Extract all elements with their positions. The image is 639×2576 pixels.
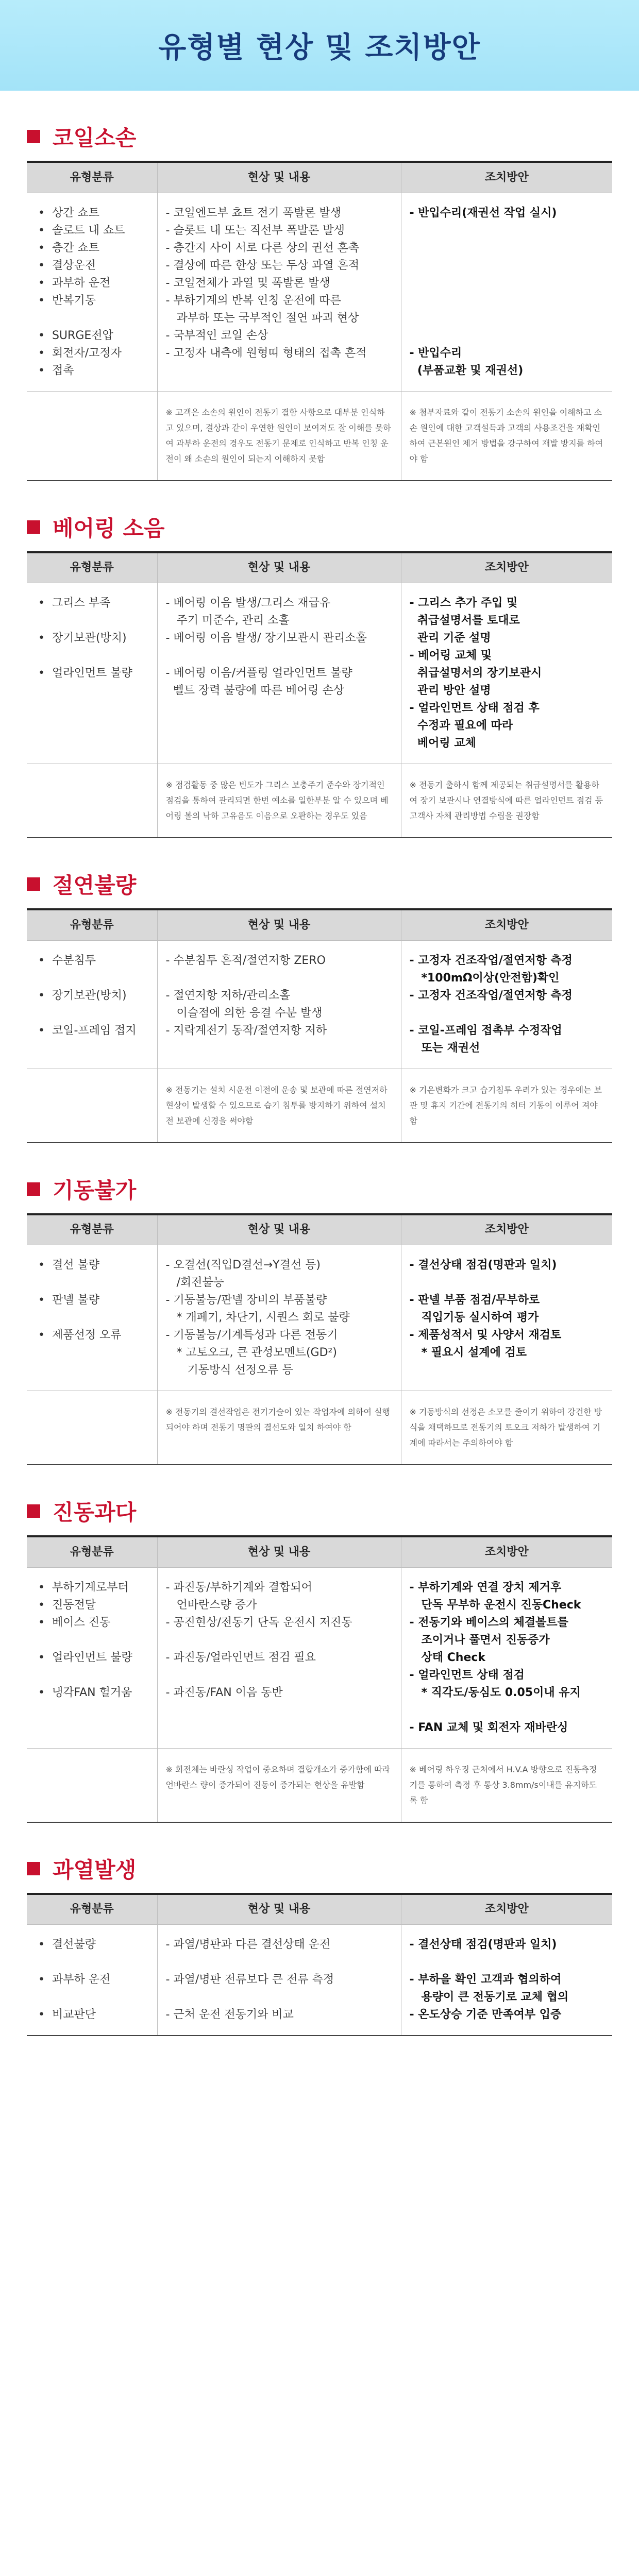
note-left: ※ 점검활동 중 많은 빈도가 그리스 보충주기 준수와 장기적인 점검을 통하여 관리되면 한번 예소를 일한부분 알 수 있으며 베어링 볼의 낙하 고유음도 이음으로 오판하는 경우도 있음 bbox=[157, 764, 401, 838]
cell-line: - 과진동/FAN 이음 동반 bbox=[165, 1686, 283, 1699]
section-5 bbox=[27, 1487, 612, 1823]
line-gap bbox=[166, 1632, 393, 1649]
line-gap bbox=[38, 1989, 149, 2006]
line-gap bbox=[38, 970, 149, 987]
cell-line: - 층간지 사이 서로 다른 상의 권선 혼촉 bbox=[165, 241, 360, 255]
cell-line: 취급설명서의 장기보관시 bbox=[409, 667, 542, 680]
cell-line: 조이거나 풀면서 진동증가 bbox=[409, 1633, 550, 1647]
section-2 bbox=[27, 503, 612, 839]
cell-line: - 코일전체가 과열 및 폭발론 발생 bbox=[165, 276, 330, 290]
cell-line: 주기 미준수, 관리 소홀 bbox=[165, 614, 290, 627]
section-3 bbox=[27, 860, 612, 1143]
table-header-row bbox=[27, 163, 612, 193]
cell-line: - 부하기계의 반복 인칭 운전에 따른 bbox=[165, 294, 341, 307]
line-gap bbox=[38, 647, 149, 665]
square-bullet-icon bbox=[27, 1504, 40, 1518]
cell-line: - FAN 교체 및 회전자 재바란싱 bbox=[409, 1721, 568, 1734]
cell-line: *100mΩ이상(안전함)확인 bbox=[409, 971, 560, 985]
note-row bbox=[27, 1069, 612, 1143]
symptom-cell bbox=[157, 1567, 401, 1748]
symptom-table bbox=[27, 1895, 612, 2037]
type-cell bbox=[27, 583, 157, 764]
square-bullet-icon bbox=[27, 520, 40, 534]
header-symptom: 현상 및 내용 bbox=[157, 163, 401, 193]
cell-line: • 코일-프레임 접지 bbox=[38, 1024, 137, 1037]
cell-line: • 회전자/고정자 bbox=[38, 346, 122, 360]
cell-line: (부품교환 및 재권선) bbox=[409, 364, 524, 377]
type-cell bbox=[27, 940, 157, 1069]
line-gap bbox=[166, 1989, 393, 2006]
page-banner bbox=[0, 0, 639, 91]
cell-line: - 부하기계와 연결 장치 제거후 bbox=[409, 1581, 562, 1594]
header-type: 유형분류 bbox=[27, 910, 157, 940]
line-gap bbox=[38, 700, 149, 717]
cell-line: - 결선상태 점검(명판과 일치) bbox=[409, 1259, 557, 1272]
line-gap bbox=[166, 1954, 393, 1971]
square-bullet-icon bbox=[27, 877, 40, 891]
symptom-table bbox=[27, 1215, 612, 1466]
header-action: 조치방안 bbox=[401, 1895, 612, 1925]
cell-line: - 코일엔드부 쵸트 전기 폭발론 발생 bbox=[165, 206, 341, 219]
line-gap bbox=[38, 682, 149, 700]
line-gap bbox=[410, 1702, 604, 1719]
line-gap bbox=[410, 222, 604, 240]
type-cell bbox=[27, 193, 157, 391]
line-gap bbox=[166, 700, 393, 717]
cell-line: 취급설명서를 토대로 bbox=[409, 614, 520, 627]
section-1 bbox=[27, 112, 612, 481]
cell-line: • 제품선정 오류 bbox=[38, 1329, 122, 1342]
cell-line: • 얼라인먼트 불량 bbox=[38, 1651, 132, 1664]
sections-container bbox=[0, 112, 639, 2036]
line-gap bbox=[410, 240, 604, 257]
cell-line: • 접촉 bbox=[38, 364, 74, 377]
cell-line: • 판넬 불량 bbox=[38, 1294, 99, 1307]
line-gap bbox=[410, 1274, 604, 1292]
section-title: 코일소손 bbox=[53, 125, 137, 150]
cell-line: - 얼라인먼트 상태 점검 bbox=[409, 1668, 525, 1682]
action-cell bbox=[401, 1925, 612, 2036]
line-gap bbox=[38, 1274, 149, 1292]
header-type: 유형분류 bbox=[27, 1895, 157, 1925]
section-heading bbox=[27, 503, 612, 551]
cell-line: • 반복기동 bbox=[38, 294, 96, 307]
section-heading bbox=[27, 112, 612, 161]
type-cell bbox=[27, 1245, 157, 1391]
line-gap bbox=[410, 275, 604, 292]
line-gap bbox=[38, 310, 149, 327]
header-type: 유형분류 bbox=[27, 553, 157, 583]
note-right: ※ 기동방식의 선정은 소모를 줄이기 위하여 강건한 방식을 채택하므로 전동기의 토오크 저하가 발생하여 기계에 따라서는 주의하여야 함 bbox=[401, 1391, 612, 1465]
cell-line: • 결선불량 bbox=[38, 1938, 96, 1951]
cell-line: • 베이스 진동 bbox=[38, 1616, 111, 1629]
section-heading bbox=[27, 1487, 612, 1535]
line-gap bbox=[166, 647, 393, 665]
symptom-cell bbox=[157, 193, 401, 391]
cell-line: - 코일-프레임 접촉부 수정작업 bbox=[409, 1024, 562, 1037]
note-row bbox=[27, 1391, 612, 1465]
line-gap bbox=[166, 362, 393, 380]
cell-line: - 제품성적서 및 사양서 재검토 bbox=[409, 1329, 562, 1342]
line-gap bbox=[410, 257, 604, 275]
cell-line: - 공진현상/전동기 단독 운전시 저진동 bbox=[165, 1616, 352, 1629]
note-right: ※ 베어링 하우징 근처에서 H.V.A 방향으로 진동측정기를 통하여 측정 후 통상 3.8mm/s이내를 유지하도록 함 bbox=[401, 1748, 612, 1822]
cell-line: • 얼라인먼트 불량 bbox=[38, 667, 132, 680]
cell-line: • 장기보관(방치) bbox=[38, 632, 127, 645]
cell-line: 관리 방안 설명 bbox=[409, 684, 491, 697]
line-gap bbox=[38, 1632, 149, 1649]
square-bullet-icon bbox=[27, 130, 40, 143]
header-symptom: 현상 및 내용 bbox=[157, 1537, 401, 1567]
cell-line: - 과진동/얼라인먼트 점검 필요 bbox=[165, 1651, 316, 1664]
note-right: ※ 첨부자료와 같이 전동기 소손의 원인을 이해하고 소손 원인에 대한 고객설득과 고객의 사용조건을 재확인하여 근본원인 제거 방법을 강구하여 재발 방지를 하여야 함 bbox=[401, 391, 612, 481]
section-title: 과열발생 bbox=[53, 1857, 137, 1883]
cell-line: 베어링 교체 bbox=[409, 737, 476, 750]
line-gap bbox=[166, 1667, 393, 1684]
cell-line: * 고토오크, 큰 관성모멘트(GD²) bbox=[165, 1346, 337, 1359]
table-header-row bbox=[27, 553, 612, 583]
symptom-table bbox=[27, 1537, 612, 1823]
section-heading bbox=[27, 1165, 612, 1213]
cell-line: • 냉각FAN 헐거움 bbox=[38, 1686, 132, 1699]
cell-line: 상태 Check bbox=[409, 1651, 486, 1664]
action-cell bbox=[401, 193, 612, 391]
header-symptom: 현상 및 내용 bbox=[157, 910, 401, 940]
line-gap bbox=[166, 970, 393, 987]
cell-line: - 고정자 건조작업/절연저항 측정 bbox=[409, 989, 573, 1002]
cell-line: - 지락계전기 동작/절연저항 저하 bbox=[165, 1024, 327, 1037]
header-action: 조치방안 bbox=[401, 163, 612, 193]
cell-line: • 결선 불량 bbox=[38, 1259, 99, 1272]
symptom-table bbox=[27, 910, 612, 1143]
cell-line: • 층간 쇼트 bbox=[38, 241, 99, 255]
section-title: 베어링 소음 bbox=[53, 515, 165, 541]
line-gap bbox=[38, 1344, 149, 1362]
note-row bbox=[27, 764, 612, 838]
cell-line: - 절연저항 저하/관리소홀 bbox=[165, 989, 291, 1002]
cell-line: - 결선상태 점검(명판과 일치) bbox=[409, 1938, 557, 1951]
note-left: ※ 전동기의 결선작업은 전기기술이 있는 작업자에 의하여 실행 되어야 하며 전동기 명판의 결선도와 일치 하여야 함 bbox=[157, 1391, 401, 1465]
table-row bbox=[27, 1245, 612, 1391]
note-right: ※ 기온변화가 크고 습기침투 우려가 있는 경우에는 보관 및 휴지 기간에 전동기의 히터 기동이 이루어 져야함 bbox=[401, 1069, 612, 1143]
cell-line: - 베어링 이음 발생/그리스 재급유 bbox=[165, 597, 331, 609]
section-heading bbox=[27, 860, 612, 908]
header-action: 조치방안 bbox=[401, 1215, 612, 1245]
note-empty-cell bbox=[27, 764, 157, 838]
cell-line: 기동방식 선정오류 등 bbox=[165, 1364, 293, 1377]
cell-line: * 직각도/동심도 0.05이내 유지 bbox=[409, 1686, 581, 1699]
action-cell bbox=[401, 583, 612, 764]
cell-line: • 진동전달 bbox=[38, 1598, 96, 1612]
cell-line: - 과열/명판과 다른 결선상태 운전 bbox=[165, 1938, 331, 1951]
cell-line: 직입기동 실시하여 평가 bbox=[409, 1311, 539, 1324]
note-empty-cell bbox=[27, 1069, 157, 1143]
note-row bbox=[27, 391, 612, 481]
page-title: 유형별 현상 및 조치방안 bbox=[158, 31, 481, 64]
cell-line: - 베어링 교체 및 bbox=[409, 649, 492, 662]
cell-line: • 결상운전 bbox=[38, 259, 96, 272]
cell-line: • 상간 쇼트 bbox=[38, 206, 99, 219]
cell-line: - 반입수리(재권선 작업 실시) bbox=[409, 206, 557, 219]
square-bullet-icon bbox=[27, 1182, 40, 1196]
action-cell bbox=[401, 1567, 612, 1748]
cell-line: 수정과 필요에 따라 bbox=[409, 719, 513, 732]
section-6 bbox=[27, 1844, 612, 2037]
cell-line: • 과부하 운전 bbox=[38, 276, 111, 290]
cell-line: 관리 기준 설명 bbox=[409, 632, 491, 645]
cell-line: - 과진동/부하기계와 결합되어 bbox=[165, 1581, 312, 1594]
section-title: 진동과다 bbox=[53, 1500, 137, 1525]
cell-line: • 과부하 운전 bbox=[38, 1973, 111, 1986]
note-right: ※ 전동기 출하시 함께 제공되는 취급설명서를 활용하여 장기 보관시나 연결방식에 따른 얼라인먼트 점검 등 고객사 자체 관리방법 수립을 권장함 bbox=[401, 764, 612, 838]
symptom-cell bbox=[157, 1245, 401, 1391]
header-symptom: 현상 및 내용 bbox=[157, 553, 401, 583]
cell-line: - 근처 운전 전동기와 비교 bbox=[165, 2008, 294, 2021]
cell-line: • 비교판단 bbox=[38, 2008, 96, 2021]
cell-line: - 국부적인 코일 손상 bbox=[165, 329, 268, 342]
cell-line: - 베어링 이음/커플링 얼라인먼트 불량 bbox=[165, 667, 352, 680]
cell-line: • 그리스 부족 bbox=[38, 597, 111, 609]
table-header-row bbox=[27, 1537, 612, 1567]
cell-line: 용량이 큰 전동기로 교체 협의 bbox=[409, 1991, 569, 2004]
note-left: ※ 회전체는 바란싱 작업이 중요하며 결합개소가 증가함에 따라 언바란스 량이 증가되어 진동이 증가되는 현상을 유발함 bbox=[157, 1748, 401, 1822]
cell-line: - 온도상승 기준 만족여부 입증 bbox=[409, 2008, 562, 2021]
line-gap bbox=[410, 292, 604, 310]
cell-line: - 얼라인먼트 상태 점검 후 bbox=[409, 702, 540, 715]
table-row bbox=[27, 940, 612, 1069]
cell-line: • 솔로트 내 쇼트 bbox=[38, 224, 125, 237]
header-action: 조치방안 bbox=[401, 910, 612, 940]
cell-line: 이슬점에 의한 응결 수분 발생 bbox=[165, 1006, 323, 1020]
table-header-row bbox=[27, 1215, 612, 1245]
cell-line: - 판넬 부품 점검/무부하로 bbox=[409, 1294, 540, 1307]
note-empty-cell bbox=[27, 1748, 157, 1822]
cell-line: * 필요시 설계에 검토 bbox=[409, 1346, 527, 1359]
cell-line: • 수분침투 bbox=[38, 954, 96, 967]
table-row bbox=[27, 1925, 612, 2036]
note-empty-cell bbox=[27, 391, 157, 481]
line-gap bbox=[38, 1667, 149, 1684]
table-row bbox=[27, 193, 612, 391]
line-gap bbox=[38, 612, 149, 630]
line-gap bbox=[38, 1954, 149, 1971]
cell-line: 벨트 장력 불량에 따른 베어링 손상 bbox=[165, 684, 344, 697]
header-action: 조치방안 bbox=[401, 1537, 612, 1567]
cell-line: - 오결선(직입D결선→Y결선 등) bbox=[165, 1259, 321, 1272]
symptom-table bbox=[27, 553, 612, 839]
section-title: 절연불량 bbox=[53, 873, 137, 898]
cell-line: • 부하기계로부터 bbox=[38, 1581, 129, 1594]
cell-line: - 수분침투 흔적/절연저항 ZERO bbox=[165, 954, 326, 967]
table-header-row bbox=[27, 910, 612, 940]
note-left: ※ 전동기는 설치 시운전 이전에 운송 및 보관에 따른 절연저하 현상이 발생할 수 있으므로 습기 침투를 방지하기 위하여 설치전 보관에 신경을 써야함 bbox=[157, 1069, 401, 1143]
type-cell bbox=[27, 1567, 157, 1748]
symptom-cell bbox=[157, 940, 401, 1069]
header-type: 유형분류 bbox=[27, 1537, 157, 1567]
cell-line: - 고정자 건조작업/절연저항 측정 bbox=[409, 954, 573, 967]
cell-line: - 결상에 따른 한상 또는 두상 과열 흔적 bbox=[165, 259, 360, 272]
cell-line: * 개폐기, 차단기, 시퀀스 회로 불량 bbox=[165, 1311, 350, 1324]
cell-line: - 기동불능/판넬 장비의 부품불량 bbox=[165, 1294, 327, 1307]
line-gap bbox=[410, 327, 604, 345]
section-4 bbox=[27, 1165, 612, 1466]
action-cell bbox=[401, 940, 612, 1069]
line-gap bbox=[410, 310, 604, 327]
header-type: 유형분류 bbox=[27, 1215, 157, 1245]
note-empty-cell bbox=[27, 1391, 157, 1465]
cell-line: - 반입수리 bbox=[409, 346, 462, 360]
line-gap bbox=[38, 1362, 149, 1379]
section-title: 기동불가 bbox=[53, 1177, 137, 1203]
cell-line: 또는 재권선 bbox=[409, 1041, 480, 1055]
table-row bbox=[27, 1567, 612, 1748]
cell-line: 언바란스량 증가 bbox=[165, 1598, 257, 1612]
action-cell bbox=[401, 1245, 612, 1391]
cell-line: 과부하 또는 국부적인 절연 파괴 현상 bbox=[165, 311, 359, 325]
symptom-table bbox=[27, 163, 612, 481]
cell-line: 단독 무부하 운전시 진동Check bbox=[409, 1598, 581, 1612]
line-gap bbox=[410, 1005, 604, 1022]
header-symptom: 현상 및 내용 bbox=[157, 1895, 401, 1925]
section-heading bbox=[27, 1844, 612, 1893]
type-cell bbox=[27, 1925, 157, 2036]
cell-line: - 과열/명판 전류보다 큰 전류 측정 bbox=[165, 1973, 334, 1986]
header-action: 조치방안 bbox=[401, 553, 612, 583]
note-left: ※ 고객은 소손의 원인이 전동기 결함 사항으로 대부분 인식하고 있으며, 결상과 같이 우연한 원인이 보여져도 잘 이해를 못하여 과부하 운전의 경우도 전동기 문제로 인식하고 반복 인칭 운전이 왜 소손의 원인이 되는지 이해하지 못함 bbox=[157, 391, 401, 481]
header-symptom: 현상 및 내용 bbox=[157, 1215, 401, 1245]
cell-line: - 슬롯트 내 또는 직선부 폭발론 발생 bbox=[165, 224, 345, 237]
line-gap bbox=[410, 1954, 604, 1971]
cell-line: - 고정자 내측에 원형띠 형태의 접촉 흔적 bbox=[165, 346, 367, 360]
cell-line: - 전동기와 베이스의 체결볼트를 bbox=[409, 1616, 568, 1629]
line-gap bbox=[410, 1362, 604, 1379]
cell-line: - 부하을 확인 고객과 협의하여 bbox=[409, 1973, 562, 1986]
cell-line: - 기동불능/기계특성과 다른 전동기 bbox=[165, 1329, 338, 1342]
note-row bbox=[27, 1748, 612, 1822]
cell-line: • 장기보관(방치) bbox=[38, 989, 127, 1002]
symptom-cell bbox=[157, 1925, 401, 2036]
square-bullet-icon bbox=[27, 1862, 40, 1875]
symptom-cell bbox=[157, 583, 401, 764]
cell-line: - 베어링 이음 발생/ 장기보관시 관리소홀 bbox=[165, 632, 367, 645]
cell-line: /회전불능 bbox=[165, 1276, 224, 1289]
cell-line: - 그리스 추가 주입 및 bbox=[409, 597, 518, 609]
line-gap bbox=[38, 1309, 149, 1327]
table-row bbox=[27, 583, 612, 764]
line-gap bbox=[38, 1005, 149, 1022]
table-header-row bbox=[27, 1895, 612, 1925]
cell-line: • SURGE전압 bbox=[38, 329, 113, 342]
header-type: 유형분류 bbox=[27, 163, 157, 193]
bottom-spacer bbox=[0, 2036, 639, 2067]
